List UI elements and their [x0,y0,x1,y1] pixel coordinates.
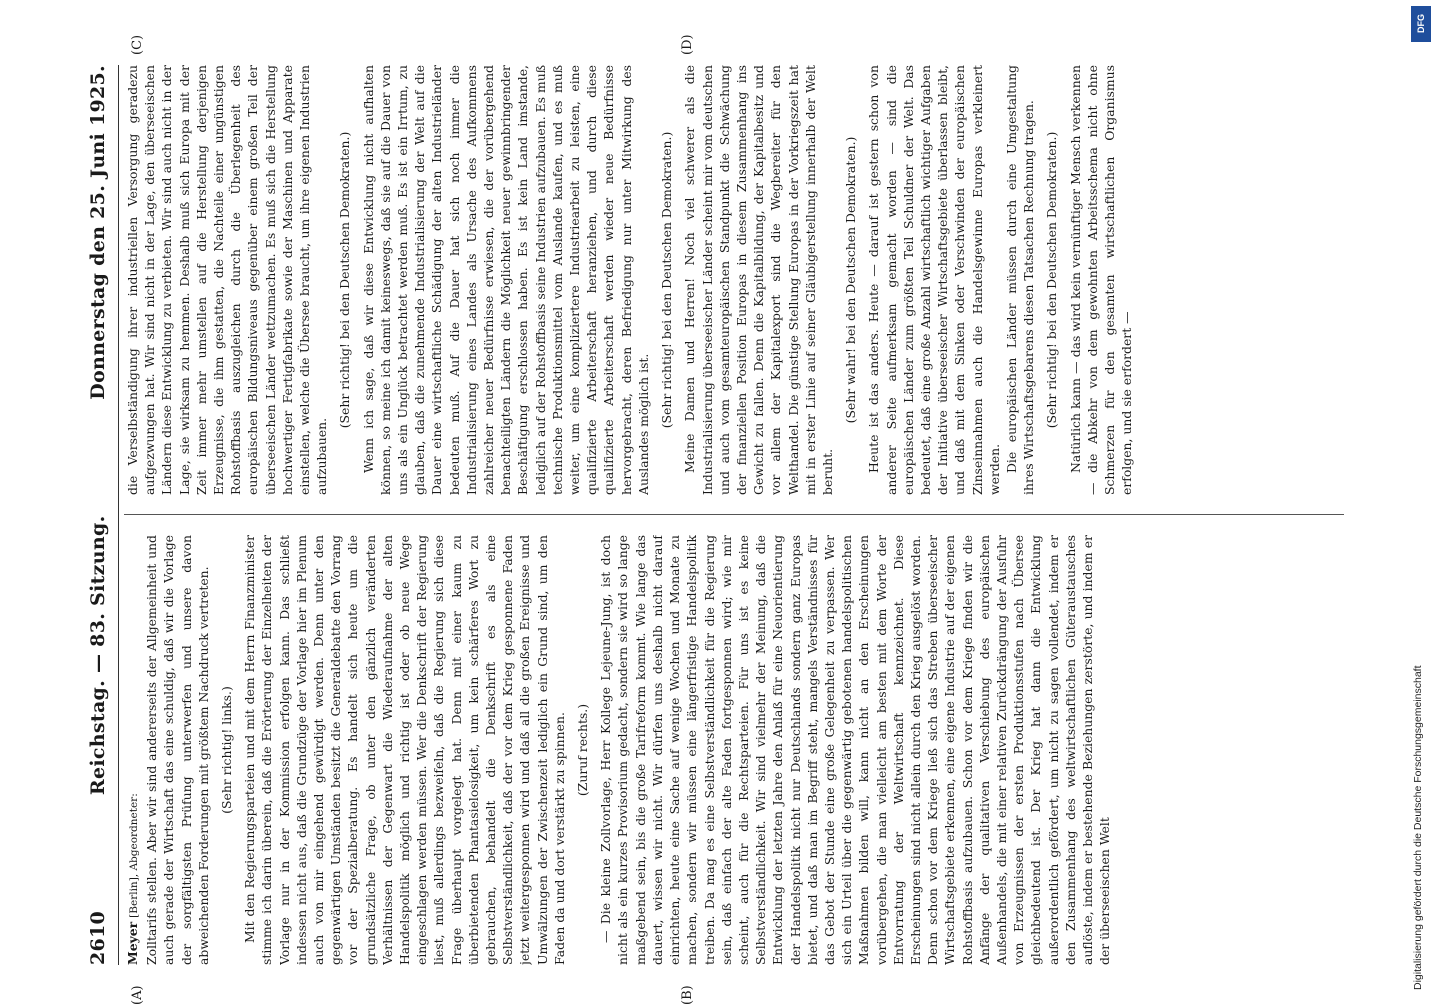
speaker-name: Meyer [125,921,140,965]
paragraph: Die europäischen Länder müssen durch eine Umgestaltung ihres Wirtschaftsgebarens diesen Tatsachen Rechnung tragen. [1003,65,1037,495]
paragraph: Natürlich kann — das wird kein vernünftiger Mensch verkennen — die Abkehr von dem gewohnten Arbeitsschema nicht ohne Schmerzen für den gesamten wirtschaftlichen Organismus erfolgen, und sie erfordert — [1067,65,1135,495]
interjection: (Sehr richtig! links.) [219,686,235,814]
header-rule [118,65,119,965]
paragraph: Zolltarifs stellen. Aber wir sind andererseits der Allgemeinheit und auch gerade der Wirtschaft das eine schuldig, daß wir die Vorlage der sorgfältigsten Prüfung unterwerfen und unsere davon abweichenden Forderungen mit größtem Nachdruck vertreten. [144,535,211,965]
paragraph: die Verselbständigung ihrer industriellen Versorgung geradezu aufgezwungen hat. Wir sind nicht in der Lage, den überseeischen Ländern diese Entwicklung zu verbieten. Wir sind auch nicht in der Lage, sie wirksam zu hemmen. Deshalb muß sich Europa mit der Zeit immer mehr umstellen auf die Herstellung derjenigen Erzeugnisse, die ihm gestatten, die Nachteile einer ungünstigen Rohstoffbasis auszugleichen durch die Überlegenheit des europäischen Bildungsniveaus gegenüber einem großen Teil der überseeischen Länder wettzumachen. Es muß sich die Herstellung hochwertiger Fertigfabrikate sowie der Maschinen und Apparate einstellen, welche die Übersee braucht, um ihre eigenen Industrien aufzubauen. [125,65,330,495]
left-column [124,535,1344,965]
margin-marker-c: (C) [130,34,145,55]
interjection: (Zuruf rechts.) [575,703,591,797]
page-header [80,65,116,965]
interjection: (Sehr richtig! bei den Deutschen Demokraten.) [659,131,675,429]
speaker-line [124,535,143,965]
paragraph: — Die kleine Zollvorlage, Herr Kollege Lejeune-Jung, ist doch nicht als ein kurzes Provisorium gedacht, sondern sie wird so lange maßgebend sein, bis die große Tarifreform kommt. Wie lange das dauert, wissen wir nicht. Wir dürfen uns deshalb nicht darauf einrichten, heute eine Sache auf wenige Wochen und Monate zu machen, sondern wir müssen eine längerfristige Handelspolitik treiben. Da mag es eine Selbstverständlichkeit für die Regierung sein, daß einfach der alte Faden fortgesponnen wird; wie mir scheint, auch für die Rechtsparteien. Für uns ist es keine Selbstverständlichkeit. Wir sind vielmehr der Meinung, daß die Entwicklung der letzten Jahre den Anlaß für eine Neuorientierung der Handelspolitik nicht nur Deutschlands sondern ganz Europas bietet, und daß man im Begriff steht, mangels Verständnisses für das Gebot der Stunde eine große Gelegenheit zu verpassen. Wer sich ein Urteil über die gegenwärtig gebotenen handelspolitischen Maßnahmen bilden will, kann nicht an den Erscheinungen vorübergehen, die man vielleicht am besten mit dem Worte der Entvorratung der Weltwirtschaft kennzeichnet. Diese Erscheinungen sind nicht allein durch den Krieg ausgelöst worden. Denn schon vor dem Kriege ließ sich das Streben überseeischer Wirtschaftsgebiete erkennen, eine eigene Industrie auf der eigenen Rohstoffbasis aufzubauen. Schon vor dem Kriege finden wir die Anfänge der qualitativen Verschiebung des europäischen Außenhandels, die mit einer relativen Zurückdrängung der Ausfuhr von Erzeugnissen der ersten Produktionsstufen nach Übersee gleichbedeutend ist. Der Krieg hat dann die Entwicklung außerordentlich gefördert, um nicht zu sagen vollendet, indem er den Zusammenhang des weltwirtschaftlichen Güteraustausches auflöste, indem er bestehende Beziehungen zerstörte, und indem er der überseeischen Welt [598,535,1113,965]
margin-marker-b: (B) [680,985,695,1005]
document-page [80,34,1360,1005]
margin-marker-a: (A) [130,985,145,1005]
page-number: 2610 [87,910,109,965]
paragraph: Meine Damen und Herren! Noch viel schwerer als die Industrialisierung überseeischer Länder scheint mir vom deutschen und auch vom gesamteuropäischen Standpunkt die Schwächung der finanziellen Position Europas in diesem Zusammenhang ins Gewicht zu fallen. Denn die Kapitalbildung, der Kapitalbesitz und vor allem der Kapitalexport sind die Wegbereiter für den Welthandel. Die günstige Stellung Europas in der Vorkriegszeit hat mit in erster Linie auf seiner Gläubigerstellung innerhalb der Welt beruht. [682,65,835,495]
interjection: (Sehr richtig! bei den Deutschen Demokraten.) [1044,131,1060,429]
speaker-note: [Berlin], Abgeordneter: [128,793,140,918]
session-date: Donnerstag den 25. Juni 1925. [87,65,109,400]
dfg-logo: DFG [1411,6,1431,42]
interjection: (Sehr wahr! bei den Deutschen Demokraten.) [843,136,859,424]
margin-marker-d: (D) [680,34,695,55]
paragraph: Heute ist das anders. Heute — darauf ist gestern schon von anderer Seite aufmerksam gemacht worden — sind die europäischen Länder zum größten Teil Schuldner der Welt. Das bedeutet, daß eine große Anzahl wirtschaftlich wichtiger Aufgaben der Initiative überseeischer Wirtschaftsgebiete überlassen bleibt, und daß mit dem Sinken oder Verschwinden der europäischen Zinseinnahmen auch die Handelsgewinne Europas verkleinert werden. [866,65,1002,495]
digitization-sidebar [1408,0,1434,1000]
interjection: (Sehr richtig! bei den Deutschen Demokraten.) [337,131,353,429]
digitization-credit: Digitalisierung gefördert durch die Deutsche Forschungsgemeinschaft [1412,665,1424,990]
session-title: Reichstag. — 83. Sitzung. [87,515,109,796]
column-divider [124,514,1344,515]
right-column [124,65,1344,495]
paragraph: Mit den Regierungsparteien und mit dem Herrn Finanzminister stimme ich darin überein, daß die Erörterung der Einzelheiten der Vorlage nur in der Kommission erfolgen kann. Das schließt indessen nicht aus, daß die Grundzüge der Vorlage hier im Plenum auch von mir eingehend gewürdigt werden. Denn unter den gegenwärtigen Umständen besitzt die Generaldebatte den Vorrang vor der Spezialberatung. Es handelt sich heute um die grundsätzliche Frage, ob unter den gänzlich veränderten Verhältnissen der Gegenwart die Wiederaufnahme der alten Handelspolitik möglich und richtig ist oder ob neue Wege eingeschlagen werden müssen. Wer die Denkschrift der Regierung liest, muß allerdings bezweifeln, daß die Regierung sich diese Frage überhaupt vorgelegt hat. Denn mit einer kaum zu überbietenden Phantasielosigkeit, um kein schärferes Wort zu gebrauchen, behandelt die Denkschrift es als eine Selbstverständlichkeit, daß der vor dem Krieg gesponnene Faden jetzt weitergesponnen wird und daß all die großen Ereignisse und Umwälzungen der Zwischenzeit lediglich ein Grund sind, um den Faden da und dort verstärkt zu spinnen. [242,535,567,965]
paragraph: Wenn ich sage, daß wir diese Entwicklung nicht aufhalten können, so meine ich damit keineswegs, daß sie auf die Dauer von uns als ein Unglück betrachtet werden muß. Es ist ein Irrtum, zu glauben, daß die zunehmende Industrialisierung der Welt auf die Dauer eine wirtschaftliche Schädigung der alten Industrieländer bedeuten muß. Auf die Dauer hat sich noch immer die Industrialisierung eines Landes als Ursache des Aufkommens zahlreicher neuer Bedürfnisse erwiesen, die der vorübergehend benachteiligten Ländern die Möglichkeit neuer gewinnbringender Beschäftigung erschlossen haben. Es ist kein Land imstande, lediglich auf der Rohstoffbasis seine Industrien aufzubauen. Es muß technische Produktionsmittel vom Auslande kaufen, und es muß weiter, um eine kompliziertere Industriearbeit zu leisten, eine qualifizierte Arbeiterschaft heranziehen, und durch diese qualifizierte Arbeiterschaft werden wieder neue Bedürfnisse hervorgebracht, deren Befriedigung nur unter Mitwirkung des Auslandes möglich ist. [360,65,651,495]
